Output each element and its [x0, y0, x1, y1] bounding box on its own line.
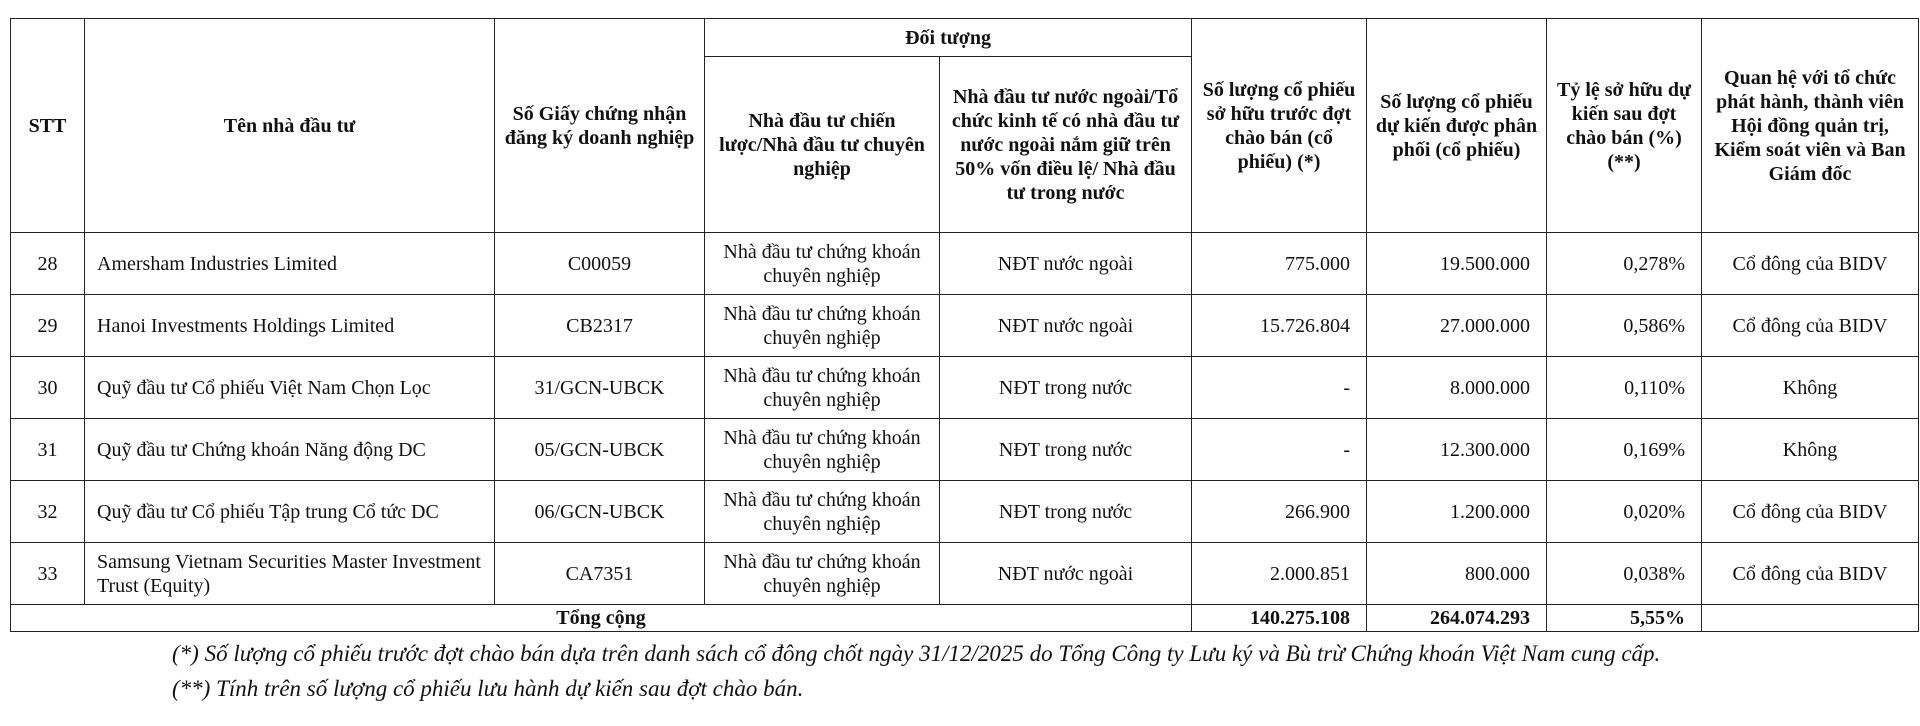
header-registration-number: Số Giấy chứng nhận đăng ký doanh nghiệp: [495, 19, 705, 233]
cell-registration-number: 31/GCN-UBCK: [495, 357, 705, 419]
header-investor-name: Tên nhà đầu tư: [85, 19, 495, 233]
cell-shares-allocated: 1.200.000: [1367, 481, 1547, 543]
cell-shares-allocated: 12.300.000: [1367, 419, 1547, 481]
footnotes: [172, 636, 1660, 706]
footnote-shares-before: (*) Số lượng cổ phiếu trước đợt chào bán dựa trên danh sách cổ đông chốt ngày 31/12/2025 do Tổng Công ty Lưu ký và Bù trừ Chứng khoán Việt Nam cung cấp.: [172, 641, 1661, 666]
total-relationship-empty: [1702, 605, 1919, 632]
cell-shares-before: 2.000.851: [1192, 543, 1367, 605]
header-shares-before: Số lượng cổ phiếu sở hữu trước đợt chào bán (cổ phiếu) (*): [1192, 19, 1367, 233]
cell-investor-name: Quỹ đầu tư Chứng khoán Năng động DC: [85, 419, 495, 481]
cell-investor-type: Nhà đầu tư chứng khoán chuyên nghiệp: [705, 543, 940, 605]
cell-investor-type: Nhà đầu tư chứng khoán chuyên nghiệp: [705, 481, 940, 543]
footnote-ownership-ratio: (**) Tính trên số lượng cổ phiếu lưu hành dự kiến sau đợt chào bán.: [172, 676, 804, 701]
cell-shares-before: -: [1192, 357, 1367, 419]
cell-ownership-ratio: 0,278%: [1547, 233, 1702, 295]
table-row: [11, 233, 1919, 295]
cell-shares-before: 775.000: [1192, 233, 1367, 295]
cell-stt: 33: [11, 543, 85, 605]
table-row: [11, 419, 1919, 481]
header-foreign-domestic: Nhà đầu tư nước ngoài/Tổ chức kinh tế có nhà đầu tư nước ngoài nắm giữ trên 50% vốn điều lệ/ Nhà đầu tư trong nước: [940, 57, 1192, 233]
cell-investor-origin: NĐT trong nước: [940, 419, 1192, 481]
total-ownership-ratio: 5,55%: [1547, 605, 1702, 632]
cell-shares-allocated: 27.000.000: [1367, 295, 1547, 357]
cell-shares-allocated: 800.000: [1367, 543, 1547, 605]
cell-ownership-ratio: 0,020%: [1547, 481, 1702, 543]
cell-investor-origin: NĐT trong nước: [940, 481, 1192, 543]
cell-relationship: Cổ đông của BIDV: [1702, 233, 1919, 295]
investor-table: [10, 18, 1919, 632]
table-row: [11, 481, 1919, 543]
header-stt: STT: [11, 19, 85, 233]
cell-registration-number: C00059: [495, 233, 705, 295]
cell-investor-type: Nhà đầu tư chứng khoán chuyên nghiệp: [705, 233, 940, 295]
total-label: Tổng cộng: [11, 605, 1192, 632]
total-shares-allocated: 264.074.293: [1367, 605, 1547, 632]
cell-shares-before: -: [1192, 419, 1367, 481]
cell-ownership-ratio: 0,169%: [1547, 419, 1702, 481]
cell-investor-origin: NĐT nước ngoài: [940, 295, 1192, 357]
cell-investor-name: Hanoi Investments Holdings Limited: [85, 295, 495, 357]
table-row: [11, 295, 1919, 357]
cell-investor-name: Quỹ đầu tư Cổ phiếu Tập trung Cổ tức DC: [85, 481, 495, 543]
cell-investor-origin: NĐT trong nước: [940, 357, 1192, 419]
cell-investor-type: Nhà đầu tư chứng khoán chuyên nghiệp: [705, 295, 940, 357]
cell-shares-allocated: 19.500.000: [1367, 233, 1547, 295]
cell-shares-allocated: 8.000.000: [1367, 357, 1547, 419]
header-relationship: Quan hệ với tổ chức phát hành, thành viên Hội đồng quản trị, Kiểm soát viên và Ban Giám đốc: [1702, 19, 1919, 233]
cell-registration-number: CA7351: [495, 543, 705, 605]
cell-shares-before: 15.726.804: [1192, 295, 1367, 357]
header-strategic-investor: Nhà đầu tư chiến lược/Nhà đầu tư chuyên nghiệp: [705, 57, 940, 233]
header-shares-allocated: Số lượng cổ phiếu dự kiến được phân phối (cổ phiếu): [1367, 19, 1547, 233]
cell-registration-number: CB2317: [495, 295, 705, 357]
cell-registration-number: 06/GCN-UBCK: [495, 481, 705, 543]
cell-investor-name: Samsung Vietnam Securities Master Investment Trust (Equity): [85, 543, 495, 605]
table-row: [11, 543, 1919, 605]
cell-ownership-ratio: 0,110%: [1547, 357, 1702, 419]
cell-investor-origin: NĐT nước ngoài: [940, 543, 1192, 605]
cell-shares-before: 266.900: [1192, 481, 1367, 543]
cell-stt: 32: [11, 481, 85, 543]
cell-relationship: Cổ đông của BIDV: [1702, 295, 1919, 357]
table-row: [11, 357, 1919, 419]
cell-stt: 31: [11, 419, 85, 481]
cell-ownership-ratio: 0,038%: [1547, 543, 1702, 605]
cell-investor-name: Quỹ đầu tư Cổ phiếu Việt Nam Chọn Lọc: [85, 357, 495, 419]
cell-relationship: Không: [1702, 357, 1919, 419]
cell-ownership-ratio: 0,586%: [1547, 295, 1702, 357]
header-doi-tuong: Đối tượng: [705, 19, 1192, 57]
cell-relationship: Cổ đông của BIDV: [1702, 481, 1919, 543]
cell-stt: 28: [11, 233, 85, 295]
cell-investor-name: Amersham Industries Limited: [85, 233, 495, 295]
cell-investor-type: Nhà đầu tư chứng khoán chuyên nghiệp: [705, 357, 940, 419]
cell-investor-origin: NĐT nước ngoài: [940, 233, 1192, 295]
cell-stt: 30: [11, 357, 85, 419]
total-row: [11, 605, 1919, 632]
total-shares-before: 140.275.108: [1192, 605, 1367, 632]
cell-investor-type: Nhà đầu tư chứng khoán chuyên nghiệp: [705, 419, 940, 481]
cell-relationship: Cổ đông của BIDV: [1702, 543, 1919, 605]
header-ownership-ratio: Tỷ lệ sở hữu dự kiến sau đợt chào bán (%) (**): [1547, 19, 1702, 233]
investor-table-container: [10, 18, 1918, 632]
cell-relationship: Không: [1702, 419, 1919, 481]
cell-stt: 29: [11, 295, 85, 357]
cell-registration-number: 05/GCN-UBCK: [495, 419, 705, 481]
